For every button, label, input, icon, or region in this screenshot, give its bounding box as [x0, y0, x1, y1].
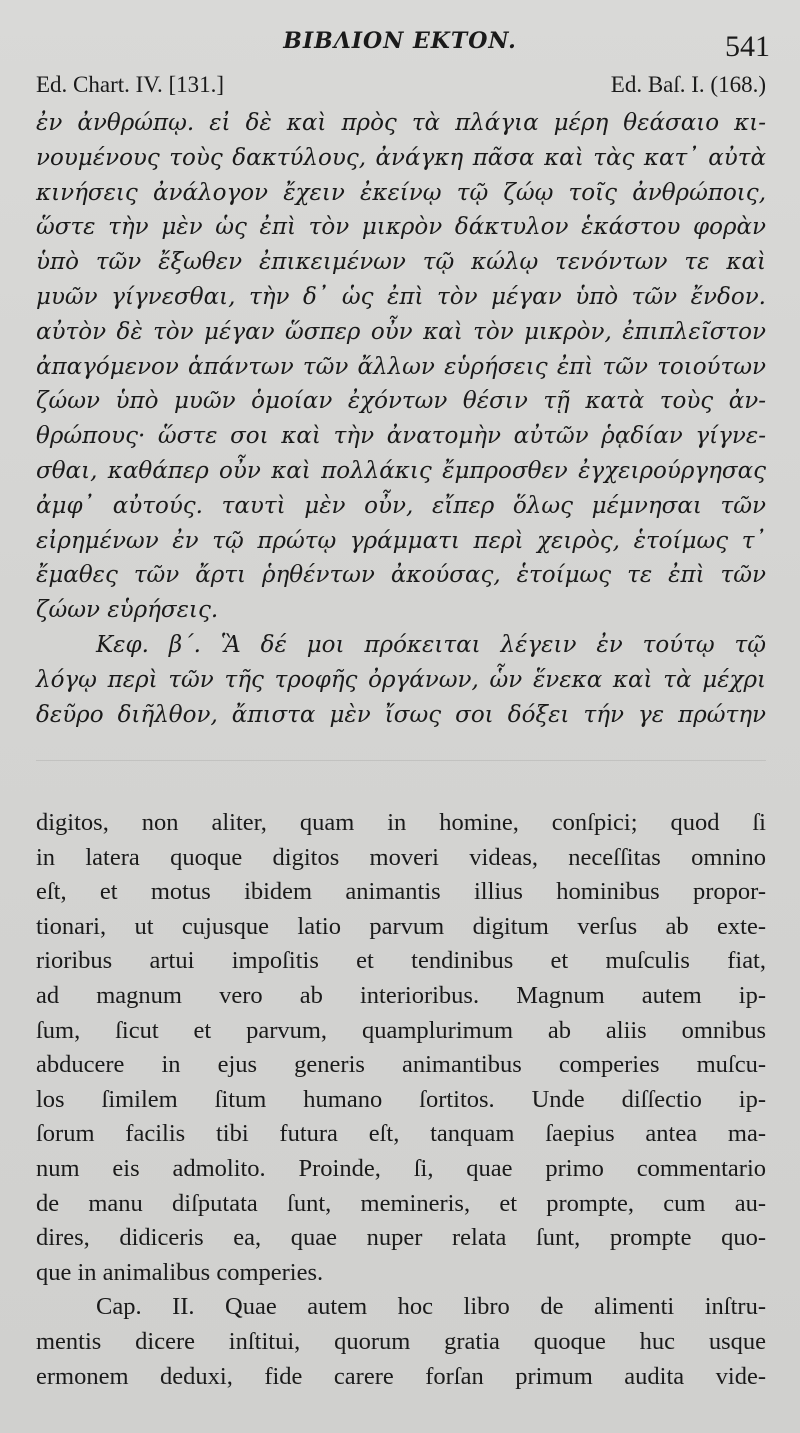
page-number: 541	[725, 30, 770, 63]
greek-line: ὥστε τὴν μὲν ὡς ἐπὶ τὸν μικρὸν δάκτυλον ἑκάστου φορὰν	[36, 214, 766, 241]
latin-line: mentis dicere inſtitui, quorum gratia quoque huc usque	[36, 1327, 766, 1355]
latin-line: de manu diſputata ſunt, memineris, et prompte, cum au-	[36, 1189, 766, 1217]
edition-references	[36, 72, 766, 106]
greek-chapter-heading-line: Κεφ. β΄. Ἃ δέ μοι πρόκειται λέγειν ἐν τούτῳ τῷ	[96, 631, 766, 658]
latin-line: dires, didiceris ea, quae nuper relata ſunt, prompte quo-	[36, 1224, 766, 1252]
greek-line: ἀπαγόμενον ἁπάντων τῶν ἄλλων εὑρήσεις ἐπὶ τῶν τοιούτων	[36, 353, 766, 380]
latin-line: num eis admolito. Proinde, ſi, quae primo commentario	[36, 1154, 766, 1182]
greek-line: ὑπὸ τῶν ἔξωθεν ἐπικειμένων τῷ κώλῳ τενόντων τε καὶ	[36, 249, 766, 276]
latin-text-block	[36, 806, 766, 1394]
greek-line: ἐν ἀνθρώπῳ. εἰ δὲ καὶ πρὸς τὰ πλάγια μέρη θεάσαιο κι-	[36, 110, 766, 136]
edition-reference-chartier: Ed. Chart. IV. [131.]	[36, 72, 225, 97]
edition-reference-basel: Ed. Baſ. I. (168.)	[610, 72, 766, 97]
latin-line: los ſimilem ſitum humano ſortitos. Unde diſſectio ip-	[36, 1085, 766, 1113]
latin-line: que in animalibus comperies.	[36, 1258, 324, 1286]
latin-line: in latera quoque digitos moveri videas, neceſſitas omnino	[36, 843, 766, 871]
greek-line: αὐτὸν δὲ τὸν μέγαν ὥσπερ οὖν καὶ τὸν μικρὸν, ἐπιπλεῖστον	[36, 318, 766, 345]
greek-line: ζώων ὑπὸ μυῶν ὁμοίαν ἐχόντων θέσιν τῇ κατὰ τοὺς ἀν-	[36, 388, 766, 415]
greek-line: σθαι, καθάπερ οὖν καὶ πολλάκις ἔμπροσθεν ἐγχειρούργησας	[36, 457, 766, 484]
latin-line: tionari, ut cujusque latio parvum digitum verſus ab exte-	[36, 912, 766, 940]
latin-line: ſorum facilis tibi futura eſt, tanquam ſaepius antea ma-	[36, 1120, 766, 1148]
section-divider	[36, 760, 766, 761]
greek-line: λόγῳ περὶ τῶν τῆς τροφῆς ὀργάνων, ὧν ἕνεκα καὶ τὰ μέχρι	[36, 666, 766, 693]
greek-line: ἔμαθες τῶν ἄρτι ῥηθέντων ἀκούσας, ἑτοίμως τε ἐπὶ τῶν	[36, 562, 766, 589]
greek-line: ζώων εὑρήσεις.	[36, 597, 219, 624]
greek-line: μυῶν γίγνεσθαι, τὴν δ᾽ ὡς ἐπὶ τὸν μέγαν ὑπὸ τῶν ἔνδον.	[36, 283, 766, 310]
latin-line: ermonem deduxi, fide carere forſan primum audita vide-	[36, 1362, 766, 1390]
greek-line: δεῦρο διῆλθον, ἄπιστα μὲν ἴσως σοι δόξει τήν γε πρώτην	[36, 701, 766, 728]
latin-chapter-heading-line: Cap. II. Quae autem hoc libro de alimenti inſtru-	[96, 1293, 766, 1321]
latin-line: eſt, et motus ibidem animantis illius hominibus propor-	[36, 878, 766, 906]
page-header	[0, 28, 800, 64]
latin-line: ad magnum vero ab interioribus. Magnum autem ip-	[36, 981, 766, 1009]
greek-text-block	[36, 106, 766, 732]
latin-line: rioribus artui impoſitis et tendinibus et muſculis fiat,	[36, 947, 766, 975]
greek-line: κινήσεις ἀνάλογον ἔχειν ἐκείνῳ τῷ ζώῳ τοῖς ἀνθρώποις,	[36, 179, 766, 206]
greek-line: θρώπους· ὥστε σοι καὶ τὴν ἀνατομὴν αὐτῶν ῥᾳδίαν γίγνε-	[36, 423, 766, 450]
greek-line: εἰρημένων ἐν τῷ πρώτῳ γράμματι περὶ χειρὸς, ἑτοίμως τ᾽	[36, 527, 766, 554]
greek-line: νουμένους τοὺς δακτύλους, ἀνάγκη πᾶσα καὶ τὰς κατ᾽ αὐτὰ	[36, 144, 766, 171]
greek-line: ἀμφ᾽ αὐτούς. ταυτὶ μὲν οὖν, εἴπερ ὅλως μέμνησαι τῶν	[36, 492, 766, 519]
latin-line: ſum, ſicut et parvum, quamplurimum ab aliis omnibus	[36, 1016, 766, 1044]
latin-line: digitos, non aliter, quam in homine, conſpici; quod ſi	[36, 809, 766, 836]
latin-line: abducere in ejus generis animantibus comperies muſcu-	[36, 1051, 766, 1079]
running-title: BIBΛΙΟΝ EKTON.	[283, 28, 517, 54]
